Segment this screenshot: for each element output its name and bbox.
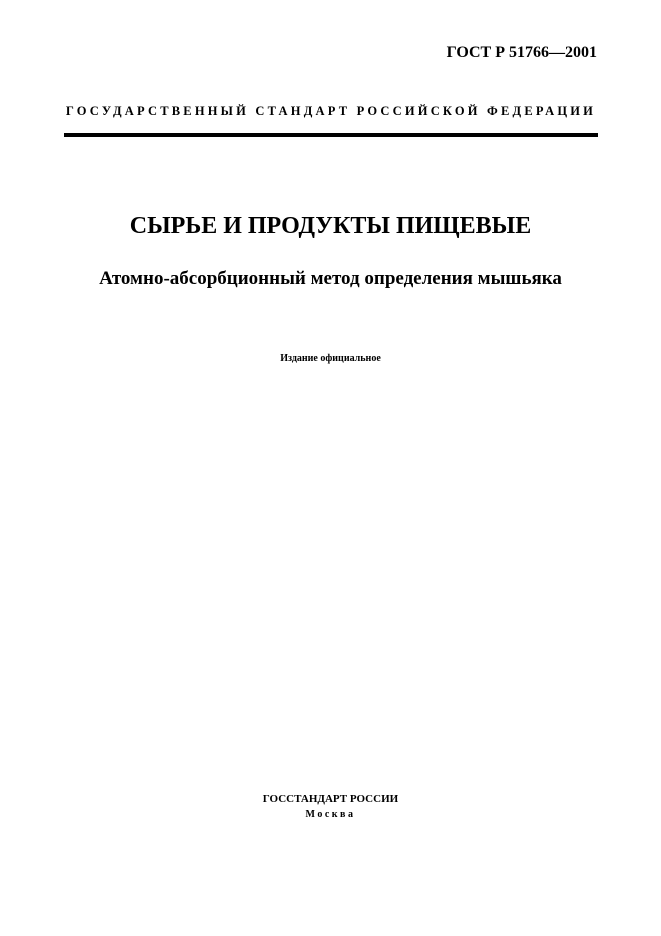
standard-header: ГОСУДАРСТВЕННЫЙ СТАНДАРТ РОССИЙСКОЙ ФЕДЕРАЦИИ: [65, 104, 597, 118]
page-subtitle: Атомно-абсорбционный метод определения мышьяка: [99, 268, 562, 289]
header-divider: [64, 133, 598, 137]
publisher-name: ГОССТАНДАРТ РОССИИ: [262, 793, 399, 805]
publisher-city: Москва: [305, 809, 356, 820]
edition-note: Издание официальное: [280, 353, 381, 364]
document-number: ГОСТ Р 51766—2001: [446, 44, 597, 61]
page-title: СЫРЬЕ И ПРОДУКТЫ ПИЩЕВЫЕ: [129, 213, 532, 239]
